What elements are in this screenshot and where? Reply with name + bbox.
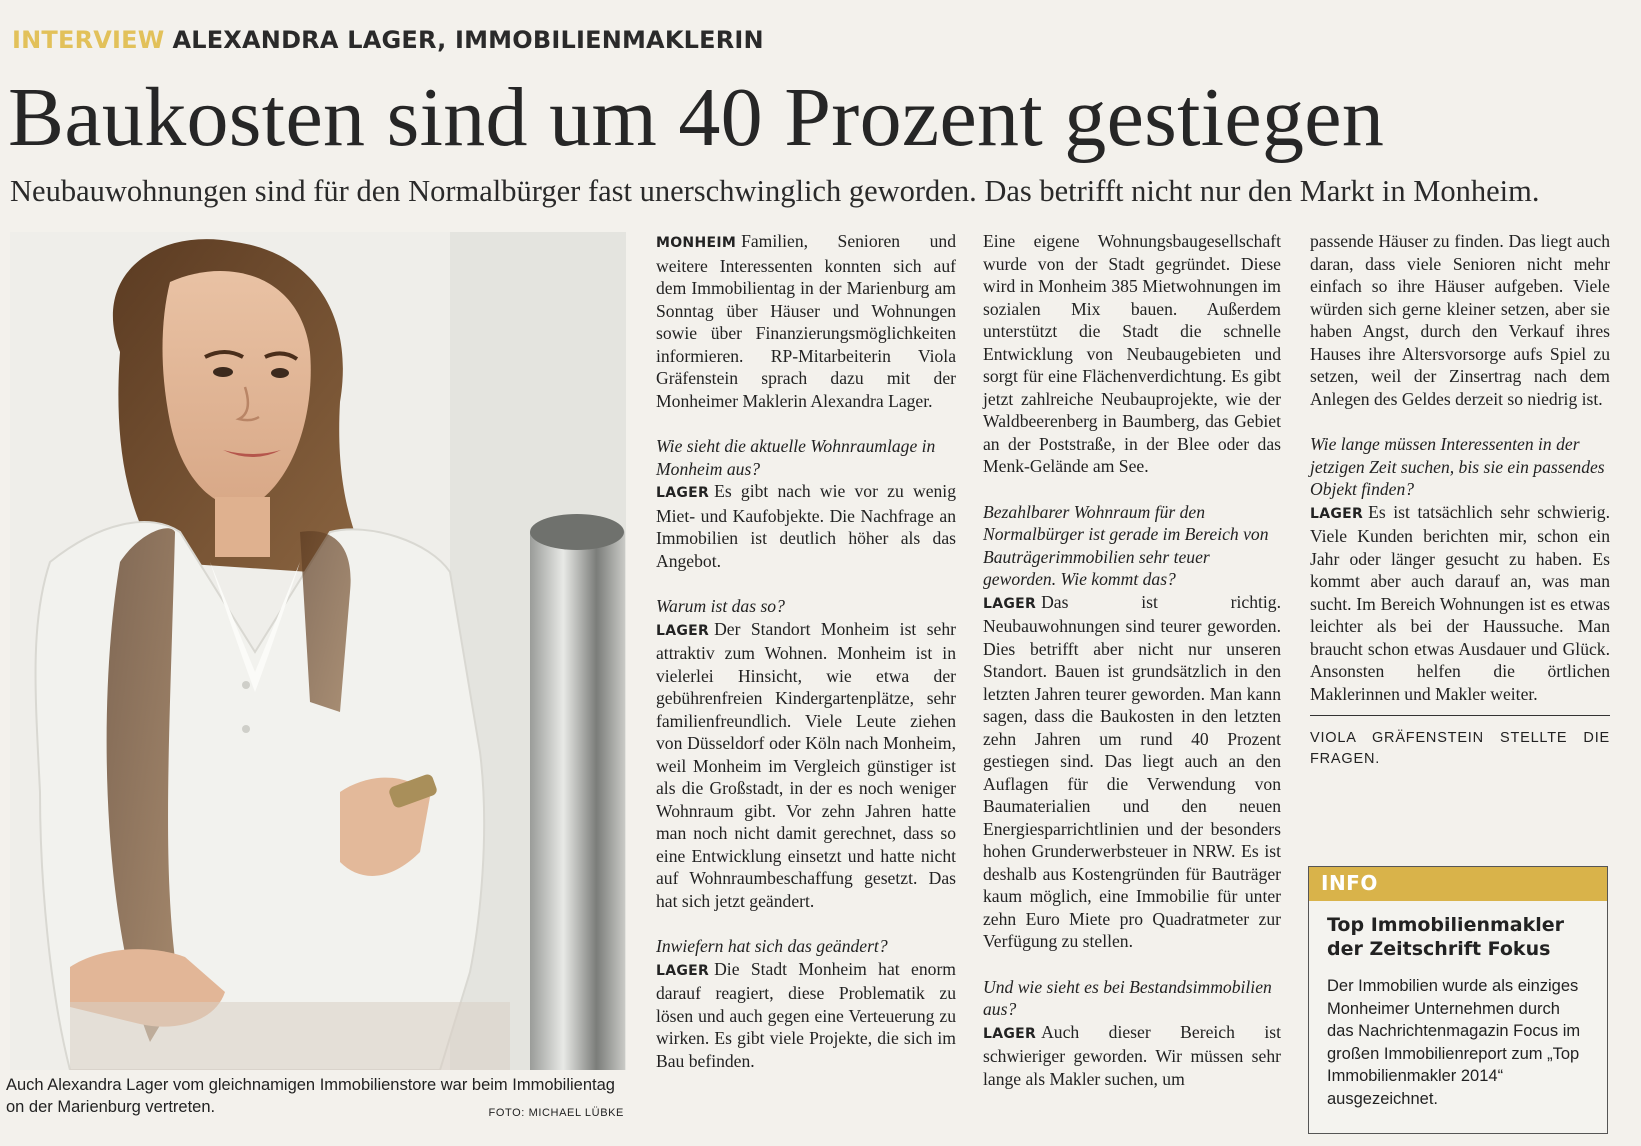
kicker-person: ALEXANDRA LAGER, IMMOBILIENMAKLERIN bbox=[172, 26, 764, 54]
divider bbox=[1310, 715, 1610, 716]
article-column-3 bbox=[1310, 230, 1610, 770]
headline: Baukosten sind um 40 Prozent gestiegen bbox=[8, 71, 1385, 164]
deck: Neubauwohnungen sind für den Normalbürger fast unerschwinglich geworden. Das betrifft nicht nur den Markt in Monheim. bbox=[10, 174, 1540, 208]
info-label: INFO bbox=[1309, 867, 1607, 901]
speaker-label: LAGER bbox=[1310, 505, 1364, 522]
portrait-illustration bbox=[10, 232, 626, 1070]
answer-3-text: Die Stadt Monheim hat enorm darauf reagiert, diese Problematik zu lösen und auch gegen eine Verteuerung zu wirken. Es gibt viele Projekte, die sich im Bau befinden. bbox=[656, 958, 956, 1071]
question-6: Wie lange müssen Interessenten in der jetzigen Zeit suchen, bis sie ein passendes Objekt finden? bbox=[1310, 434, 1605, 499]
answer-1 bbox=[656, 480, 956, 572]
question-4: Bezahlbarer Wohnraum für den Normalbürger ist gerade im Bereich von Bauträgerimmobilien sehr teuer geworden. Wie kommt das? bbox=[983, 501, 1269, 589]
answer-5 bbox=[983, 1021, 1281, 1091]
answer-4-text: Das ist richtig. Neubauwohnungen sind teurer geworden. Dies betrifft aber nicht nur unseren Standort. Bauen ist grundsätzlich in den letzten Jahren teurer geworden. Man kann sagen, dass die Baukosten in den letzten zehn Jahren um rund 40 Prozent gestiegen sind. Das liegt auch an den Auflagen für die Verwendung von Baumaterialien und den neuen Energiesparrichtlinien und der besonders hohen Grunderwerbsteuer in NRW. Es ist deshalb aus Kostengründen für Bauträger kaum möglich, eine Immobilie für unter zehn Euro Miete pro Quadratmeter zur Verfügung zu stellen. bbox=[983, 591, 1281, 951]
answer-3 bbox=[656, 958, 956, 1073]
article-photo bbox=[10, 232, 626, 1070]
speaker-label: LAGER bbox=[656, 485, 710, 501]
paragraph: Eine eigene Wohnungsbaugesellschaft wurde von der Stadt gegründet. Diese wird in Monheim 385 Mietwohnungen im sozialen Mix bauen. Außerdem unterstützt die Stadt die schnelle Entwicklung von Neubaugebieten und sorgt für eine Flächenverdichtung. Es gibt jetzt zahlreiche Neubauprojekte, wie der Waldbeerenberg in Baumberg, das Gebiet an der Poststraße, in der Blee oder das Menk-Gelände am See. bbox=[983, 231, 1281, 476]
caption-text: Auch Alexandra Lager vom gleichnamigen Immobilienstore war beim Immobilientag on der Marienburg vertreten. bbox=[6, 1076, 615, 1116]
question-5: Und wie sieht es bei Bestandsimmobilien aus? bbox=[983, 976, 1272, 1019]
photo-caption bbox=[6, 1074, 630, 1118]
answer-2 bbox=[656, 618, 956, 913]
answer-6-text: Es ist tatsächlich sehr schwierig. Viele Kunden berichten mir, schon ein Jahr oder länger gesucht zu haben. Es kommt aber auch darauf an, was man sucht. Im Bereich Wohnungen ist es etwas leichter als bei der Haussuche. Man braucht schon etwas Ausdauer und Glück. Ansonsten helfen die örtlichen Maklerinnen und Makler weiter. bbox=[1310, 501, 1610, 704]
kicker bbox=[12, 26, 764, 54]
photo-credit: FOTO: MICHAEL LÜBKE bbox=[488, 1107, 624, 1119]
article-column-2 bbox=[983, 230, 1281, 1090]
kicker-tag: INTERVIEW bbox=[12, 26, 165, 54]
dateline: MONHEIM bbox=[656, 235, 737, 251]
info-title: Top Immobilienmakler der Zeitschrift Fokus bbox=[1327, 914, 1564, 960]
speaker-label: LAGER bbox=[656, 962, 710, 979]
intro-paragraph bbox=[656, 230, 956, 412]
info-box bbox=[1308, 866, 1608, 1134]
answer-2-text: Der Standort Monheim ist sehr attraktiv zum Wohnen. Monheim ist in vielerlei Hinsicht, wie etwa der gebührenfreien Kindergartenplätze, sehr familienfreundlich. Viele Leute ziehen von Düsseldorf oder Köln nach Monheim, weil Monheim im Vergleich günstiger ist als die Großstadt, in der es noch weniger Wohnraum gibt. Vor zehn Jahren hatte man noch nicht damit gerechnet, dass so eine Entwicklung einsetzt und hatte nicht auf Wohnraumbeschaffung gesetzt. Das hat sich jetzt geändert. bbox=[656, 618, 956, 911]
answer-6 bbox=[1310, 501, 1610, 706]
speaker-label: LAGER bbox=[656, 622, 710, 639]
info-text: Der Immobilien wurde als einziges Monheimer Unternehmen durch das Nachrichtenmagazin Focus im großen Immobilienreport zum „Top Immobilienmakler 2014“ ausgezeichnet. bbox=[1327, 977, 1581, 1108]
answer-5-text: Auch dieser Bereich ist schwieriger geworden. Wir müssen sehr lange als Makler suchen, um bbox=[983, 1021, 1281, 1089]
answer-4 bbox=[983, 591, 1281, 953]
question-3: Inwiefern hat sich das geändert? bbox=[656, 936, 888, 956]
speaker-label: LAGER bbox=[983, 1025, 1037, 1042]
question-1: Wie sieht die aktuelle Wohnraumlage in Monheim aus? bbox=[656, 436, 936, 479]
speaker-label: LAGER bbox=[983, 595, 1037, 612]
question-2: Warum ist das so? bbox=[656, 596, 785, 616]
byline: VIOLA GRÄFENSTEIN STELLTE DIE FRAGEN. bbox=[1310, 730, 1610, 767]
article-column-1 bbox=[656, 230, 956, 1072]
intro-text: Familien, Senioren und weitere Interessenten konnten sich auf dem Immobilientag in der Marienburg am Sonntag über Häuser und Wohnungen sowie über Finanzierungsmöglichkeiten informieren. RP-Mitarbeiterin Viola Gräfenstein sprach dazu mit der Monheimer Maklerin Alexandra Lager. bbox=[656, 231, 956, 411]
answer-1-text: Es gibt nach wie vor zu wenig Miet- und Kaufobjekte. Die Nachfrage an Immobilien ist deutlich höher als das Angebot. bbox=[656, 481, 956, 571]
paragraph: passende Häuser zu finden. Das liegt auch daran, dass viele Senioren nicht mehr einfach so ihre Häuser aufgeben. Viele würden sich gerne kleiner setzen, aber sie haben Angst, durch den Verkauf ihres Hauses ihre Altersvorsorge aufs Spiel zu setzen, weil der Zinsertrag nach dem Anlegen des Geldes derzeit so niedrig ist. bbox=[1310, 231, 1610, 409]
